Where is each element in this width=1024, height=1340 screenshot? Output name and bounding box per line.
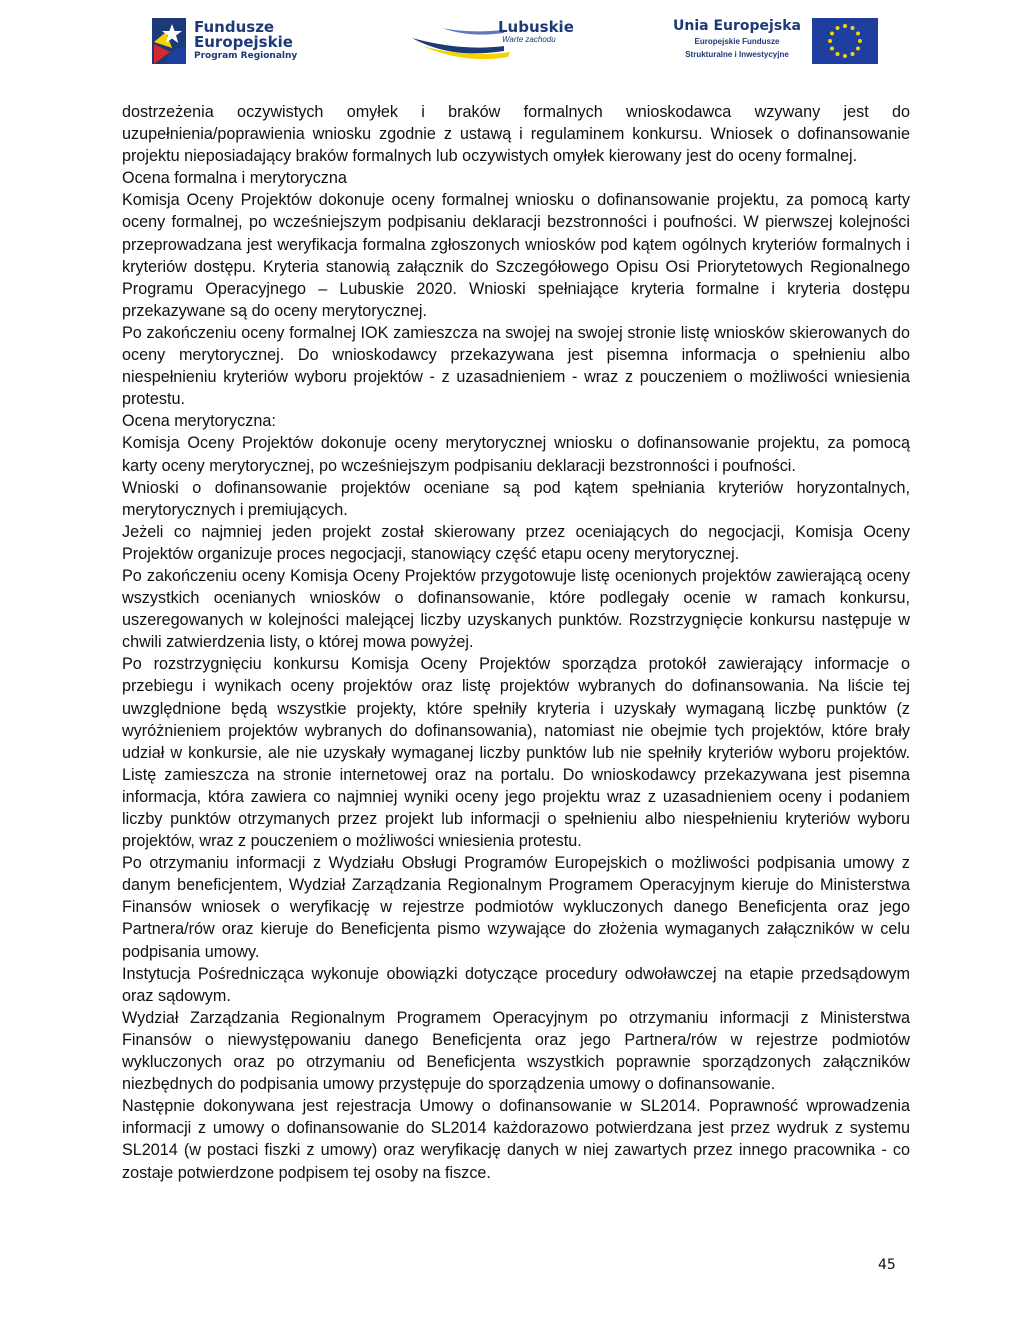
paragraph-10: Instytucja Pośrednicząca wykonuje obowiązki dotyczące procedury odwoławczej na etapie przedsądowym oraz sądowym. (122, 964, 910, 1005)
fundusze-europejskie-logo (152, 18, 322, 68)
fe-logo-line2: Europejskie (194, 33, 293, 51)
paragraph-9: Po otrzymaniu informacji z Wydziału Obsługi Programów Europejskich o możliwości podpisania umowy z danym beneficjentem, Wydział Zarządzania Regionalnym Programem Operacyjnym kieruje do Ministerstwa Finansów wniosek o weryfikację w rejestrze podmiotów wykluczonych danego Beneficjenta oraz jego Partnera/rów oraz kieruje do Beneficjenta pismo wzywające do złożenia wymaganych załączników w celu podpisania umowy. (122, 854, 910, 961)
paragraph-12: Następnie dokonywana jest rejestracja Umowy o dofinansowanie w SL2014. Poprawność wprowadzenia informacji z umowy o dofinansowanie do SL2014 każdorazowo potwierdzana jest przez wydruk z systemu SL2014 (w postaci fiszki z umowy) oraz weryfikację danych w niej zawartych przez innego pracownika - co zostaje potwierdzone podpisem tej osoby na fiszce. (122, 1097, 910, 1182)
unia-europejska-logo (666, 16, 881, 68)
document-body (122, 101, 910, 1184)
page-header (0, 0, 1024, 95)
lubuskie-logo-name: Lubuskie (498, 18, 574, 36)
paragraph-6: Jeżeli co najmniej jeden projekt został skierowany przez oceniających do negocjacji, Komisja Oceny Projektów organizuje proces negocjacji, stanowiący część etapu oceny merytorycznej. (122, 522, 910, 563)
lubuskie-logo-tagline: Warte zachodu (502, 35, 556, 44)
paragraph-11: Wydział Zarządzania Regionalnym Programem Operacyjnym po otrzymaniu informacji z Ministerstwa Finansów o niewystępowaniu danego Beneficjenta oraz jego Partnera/rów w rejestrze podmiotów wykluczonych oraz po otrzymaniu od Beneficjenta wszystkich poprawnie sporządzonych załączników niezbędnych do podpisania umowy przystępuje do sporządzenia umowy o dofinansowanie. (122, 1008, 910, 1094)
paragraph-8: Po rozstrzygnięciu konkursu Komisja Oceny Projektów sporządza protokół zawierający informacje o przebiegu i wynikach oceny projektów oraz listę projektów wybranych do dofinansowania. Na liście tej uwzględnione będą wszystkie projekty, które spełniły kryteria i uzyskały wymaganą liczbę punktów (z wyróżnieniem projektów wybranych do dofinansowania), natomiast nie obejmie tych projektów, które brały udział w konkursie, ale nie uzyskały wymaganej liczby punktów lub nie spełniły kryteriów wyboru projektów. Listę zamieszcza na stronie internetowej oraz na portalu. Do wnioskodawcy przekazywana jest pisemna informacja, która zawiera co najmniej wyniki oceny jego projektu wraz z uzasadnieniem oceny i podaniem liczby punktów otrzymanych przez projekt lub informacji o spełnieniu albo niespełnieniu kryteriów wyboru projektów, wraz z pouczeniem o możliwości wniesienia protestu. (122, 655, 910, 851)
fe-logo-line1: Fundusze (194, 18, 275, 36)
fe-logo-line3: Program Regionalny (194, 51, 298, 61)
paragraph-3: Po zakończeniu oceny formalnej IOK zamieszcza na swojej na swojej stronie listę wniosków skierowanych do oceny merytorycznej. Do wnioskodawcy przekazywana jest pisemna informacja o spełnieniu albo niespełnieniu kryteriów wyboru projektów - z uzasadnieniem - wraz z pouczeniem o możliwości wniesienia protestu. (122, 323, 910, 409)
fe-logo-text (194, 20, 297, 63)
paragraph-5: Wnioski o dofinansowanie projektów oceniane są pod kątem spełniania kryteriów horyzontalnych, merytorycznych i premiujących. (122, 478, 910, 519)
eu-logo-text (666, 18, 808, 61)
section-heading-merit: Ocena merytoryczna: (122, 412, 276, 431)
eu-logo-line1: Unia Europejska (673, 18, 801, 34)
paragraph-7: Po zakończeniu oceny Komisja Oceny Projektów przygotowuje listę ocenionych projektów zawierającą oceny wszystkich ocenianych wniosków o dofinansowanie, które podlegały ocenie w ramach konkursu, uszeregowanych w kolejności malejącej liczby uzyskanych punktów. Rozstrzygnięcie konkursu następuje w chwili zatwierdzenia listy, o której mowa powyżej. (122, 566, 910, 652)
page-number: 45 (878, 1257, 896, 1273)
eu-logo-line3: Strukturalne i Inwestycyjne (685, 50, 789, 59)
eu-logo-line2: Europejskie Fundusze (694, 37, 780, 46)
paragraph-4: Komisja Oceny Projektów dokonuje oceny merytorycznej wniosku o dofinansowanie projektu, za pomocą karty oceny merytorycznej, po wcześniejszym podpisaniu deklaracji bezstronności i poufności. (122, 434, 910, 475)
lubuskie-logo (412, 18, 572, 68)
section-heading-formal-merit: Ocena formalna i merytoryczna (122, 169, 347, 188)
paragraph-1: dostrzeżenia oczywistych omyłek i braków formalnych wnioskodawca wzywany jest do uzupełnienia/poprawienia wniosku zgodnie z ustawą i regulaminem konkursu. Wniosek o dofinansowanie projektu nieposiadający braków formalnych lub oczywistych omyłek kierowany jest do oceny formalnej. (122, 103, 910, 166)
eu-flag-icon (812, 18, 878, 64)
paragraph-2: Komisja Oceny Projektów dokonuje oceny formalnej wniosku o dofinansowanie projektu, za pomocą karty oceny formalnej, po wcześniejszym podpisaniu deklaracji bezstronności i poufności. W pierwszej kolejności przeprowadzana jest weryfikacja formalna zgłoszonych wniosków pod kątem ogólnych kryteriów formalnych i kryteriów dostępu. Kryteria stanowią załącznik do Szczegółowego Opisu Osi Priorytetowych Regionalnego Programu Operacyjnego – Lubuskie 2020. Wnioski spełniające kryteria formalne i kryteria dostępu przekazywane są do oceny merytorycznej. (122, 191, 910, 320)
fe-star-icon (152, 18, 186, 64)
